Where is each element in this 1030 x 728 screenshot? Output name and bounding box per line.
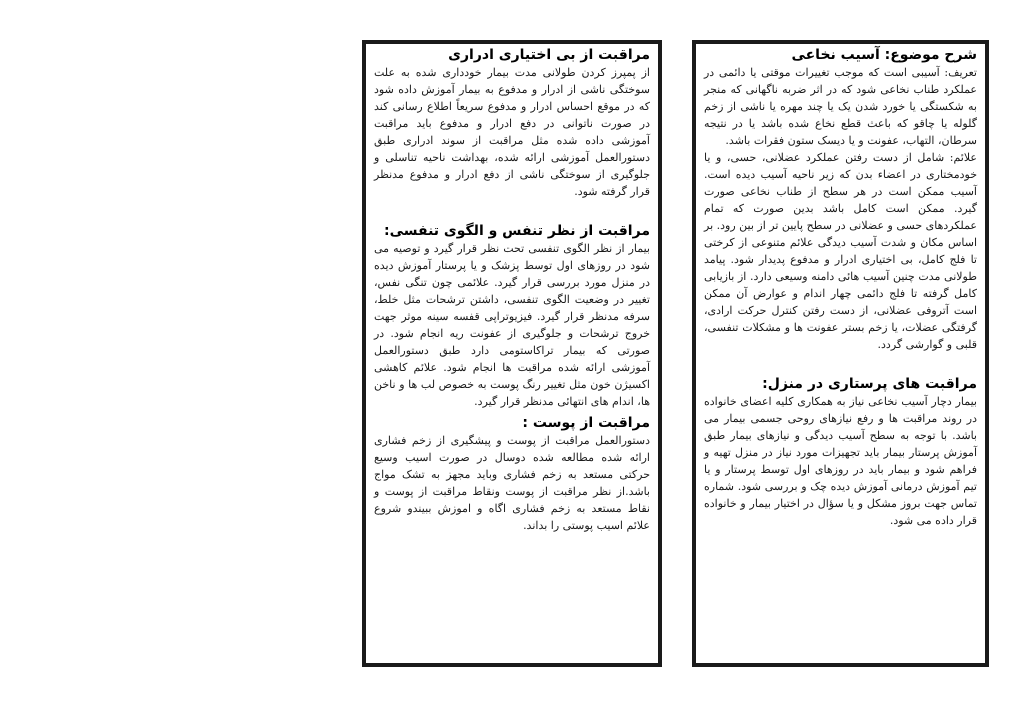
- urinary-care-paragraph: از پمپرز کردن طولانی مدت بیمار خودداری شده به علت سوختگی ناشی از ادرار و مدفوع به بیمار آموزش داده شود که در موقع احساس ادرار و مدفوع سریعاً اطلاع رسانی کند در صورت ناتوانی در دفع ادرار و مدفوع باید مراقبت آموزشی داده شده مثل مراقبت از سوند ادراری طبق دستورالعمل آموزشی ارائه شده، بهداشت ناحیه تناسلی و جلوگیری از سوختگی ناشی از دفع ادرار و مدفوع مدنظر قرار گرفته شود.: [374, 66, 650, 198]
- urinary-care-heading: مراقبت از بی اختیاری ادراری: [448, 47, 650, 63]
- spacer: [374, 200, 650, 222]
- definition-paragraph: تعریف: آسیبی است که موجب تغییرات موقتی یا دائمی در عملکرد طناب نخاعی شود که در اثر ضربه ناگهانی که منجر به شکستگی یا خورد شدن یک یا چند مهره یا ناشی از زخم گلوله یا چاقو که باعث قطع نخاع شده باشد یا در نتیجه سرطان، التهاب، عفونت و یا دیسک ستون فقرات باشد.: [704, 66, 977, 147]
- home-care-paragraph: بیمار دچار آسیب نخاعی نیاز به همکاری کلیه اعضای خانواده در روند مراقبت ها و رفع نیازهای روحی جسمی بیمار می باشد. با توجه به سطح آسیب دیدگی و نیازهای بیمار طبق آموزش پرستار بیمار باید تجهیزات مورد نیاز در منزل تهیه و فراهم شود و بیمار باید در روزهای اول توسط پرستار و یا تیم آموزش درمانی آموزش دیده چک و بررسی شود. شماره تماس جهت بروز مشکل و یا سؤال در اختیار بیمار و خانواده قرار داده می شود.: [704, 395, 977, 527]
- symptoms-paragraph: علائم: شامل از دست رفتن عملکرد عضلانی، حسی، و یا خودمختاری در اعضاء بدن که زیر ناحیه آسیب دیده است. آسیب ممکن است در هر سطح از طناب نخاعی صورت گیرد. ممکن است کامل باشد بدین صورت که تمام عملکردهای حسی و عضلانی در سطح پایین تر از بین رود. بر اساس مکان و شدت آسیب دیدگی علائم متنوعی از کرختی تا فلج کامل، بی اختیاری ادرار و مدفوع پدیدار شود. پیامد طولانی مدت چنین آسیب هائی دامنه وسیعی دارد. از بازیابی کامل گرفته تا فلج دائمی چهار اندام و عوارض آن ممکن است آتروفی عضلانی، از دست رفتن کنترل حرکت ارادی، گرفتگی عضلات، یا زخم بستر عفونت ها و مشکلات تنفسی، قلبی و گوارشی گردد.: [704, 151, 977, 351]
- breathing-care-heading: مراقبت از نظر تنفس و الگوی تنفسی:: [384, 223, 650, 239]
- right-column-panel: [692, 40, 989, 667]
- topic-title: شرح موضوع: آسیب نخاعی: [791, 47, 977, 63]
- spacer: [704, 353, 977, 375]
- left-column-panel: [362, 40, 662, 667]
- home-care-heading: مراقبت های پرستاری در منزل:: [762, 376, 977, 392]
- breathing-care-paragraph: بیمار از نظر الگوی تنفسی تحت نظر قرار گیرد و توصیه می شود در روزهای اول توسط پزشک و یا پرستار آموزش دیده در منزل مورد بررسی قرار گیرد. علائمی چون تنگی نفس، تغییر در وضعیت الگوی تنفسی، داشتن ترشحات مثل خلط، سرفه مدنظر قرار گیرد. فیزیوتراپی قفسه سینه موثر جهت خروج ترشحات و جلوگیری از عفونت ریه انجام شود. در صورتی که بیمار تراکاستومی دارد طبق دستورالعمل آموزشی ارائه شده مراقبت ها انجام شود. علائم کاهشی اکسیژن خون مثل تغییر رنگ پوست به خصوص لب ها و ناخن ها، اندام های انتهائی مدنظر قرار گیرد.: [374, 242, 650, 408]
- skin-care-heading: مراقبت از پوست :: [522, 415, 650, 431]
- skin-care-paragraph: دستورالعمل مراقبت از پوست و پیشگیری از زخم فشاری ارائه شده مطالعه شده دوسال در صورت اسیب وسیع حرکتی مستعد به زخم فشاری وباید مجهز به تشک مواج باشد.از نظر مراقبت از پوست ونقاط مراقبت از پوست و نقاط مستعد به زخم فشاری اگاه و اموزش ببیندو شروع علائم اسیب پوستی را بداند.: [374, 434, 650, 532]
